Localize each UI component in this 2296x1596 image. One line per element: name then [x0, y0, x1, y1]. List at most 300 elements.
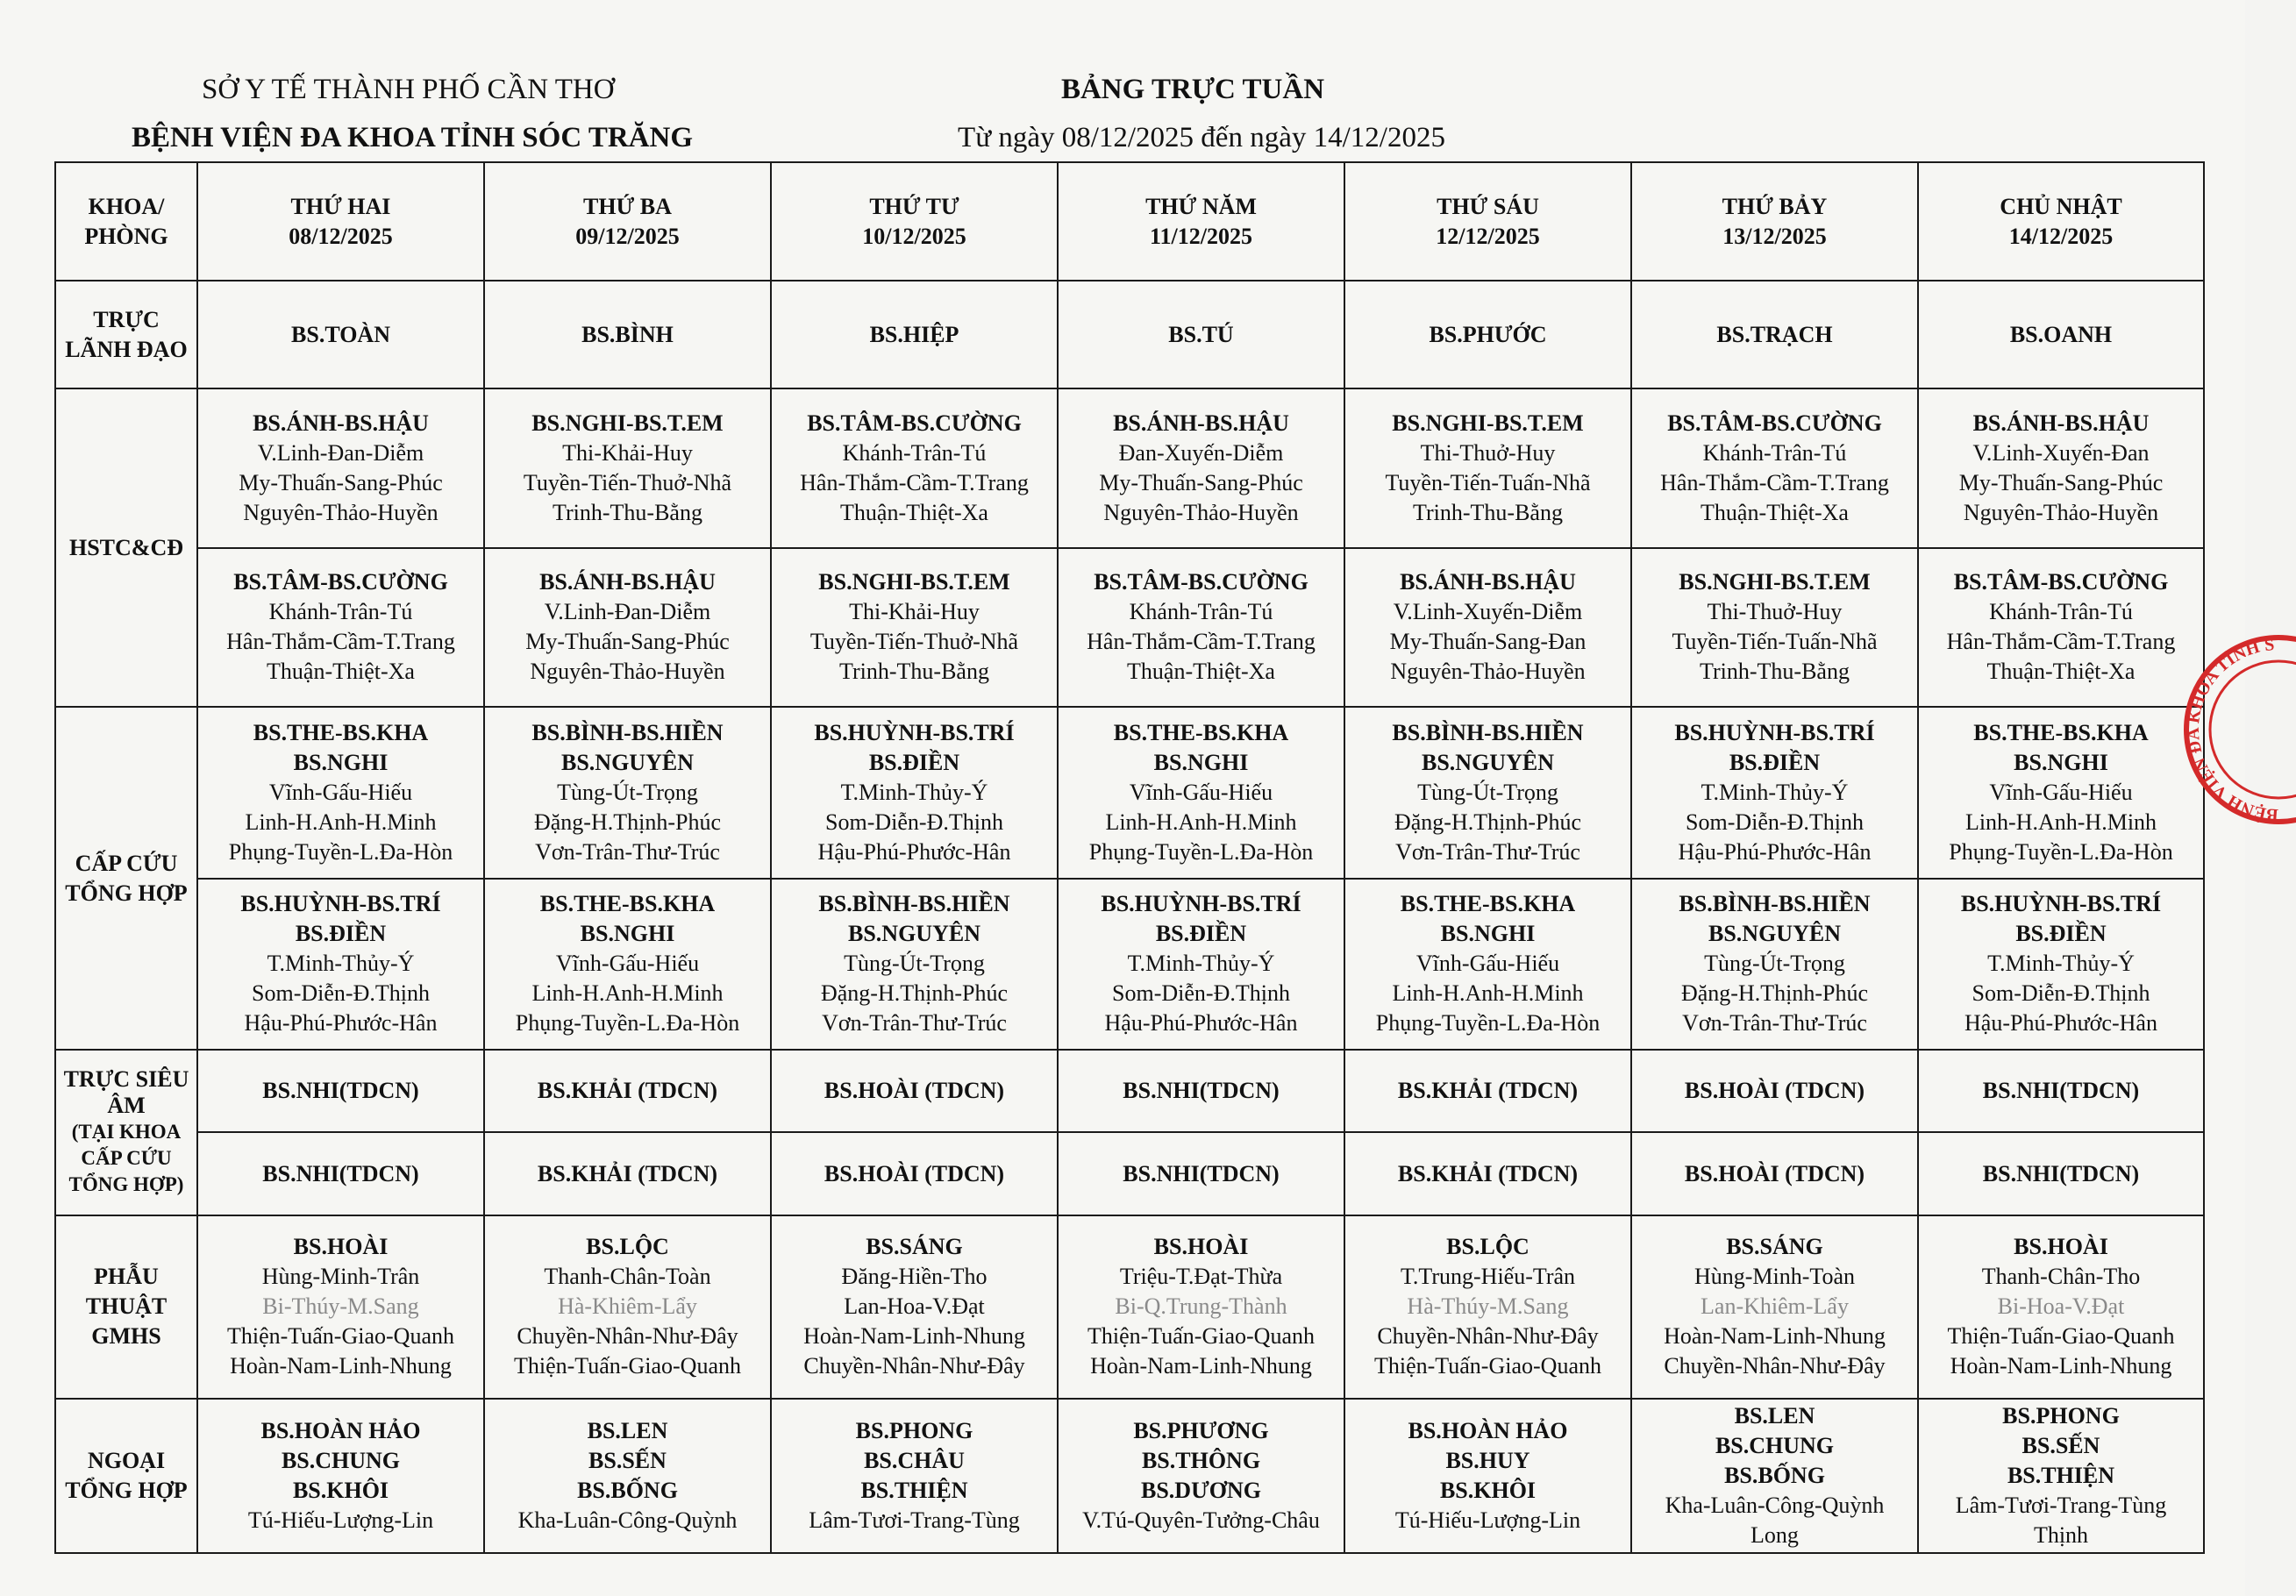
schedule-row	[55, 281, 2204, 388]
duty-line: BS.NGHI	[1153, 749, 1249, 775]
day-name: THỨ SÁU	[1437, 193, 1539, 219]
corner-header	[55, 162, 197, 281]
schedule-row	[55, 1132, 2204, 1215]
duty-line: BS.TÚ	[1168, 321, 1234, 347]
duty-line: Vĩnh-Gấu-Hiếu	[1415, 951, 1560, 977]
duty-cell	[1631, 1132, 1918, 1215]
department-label	[55, 1399, 197, 1553]
duty-line: V.Linh-Đan-Diễm	[257, 439, 424, 466]
department-label-line: PHẪU	[94, 1264, 159, 1290]
duty-line: Trinh-Thu-Bằng	[839, 659, 989, 685]
duty-line: BS.ĐIỀN	[295, 921, 387, 947]
duty-line: Chuyền-Nhân-Như-Đây	[1664, 1353, 1886, 1379]
duty-line: Hân-Thắm-Cầm-T.Trang	[1087, 629, 1316, 655]
duty-line: Phụng-Tuyền-L.Đa-Hòn	[228, 838, 453, 865]
duty-line: BS.ÁNH-BS.HẬU	[1113, 410, 1289, 436]
department-label	[55, 1215, 197, 1399]
duty-cell	[1918, 879, 2204, 1051]
duty-line: BS.KHÔI	[292, 1477, 389, 1503]
duty-line: Lan-Hoa-V.Đạt	[844, 1293, 985, 1320]
day-header	[197, 162, 484, 281]
duty-line: BS.NHI(TDCN)	[1982, 1160, 2140, 1186]
duty-line: Hoàn-Nam-Linh-Nhung	[803, 1323, 1025, 1350]
duty-line: BS.NGHI-BS.T.EM	[818, 569, 1010, 595]
duty-line: Vĩnh-Gấu-Hiếu	[268, 779, 413, 805]
day-date: 12/12/2025	[1436, 223, 1540, 249]
duty-line: BS.NGUYÊN	[1422, 749, 1554, 775]
duty-line: Thuận-Thiệt-Xa	[1986, 659, 2136, 685]
duty-line: BS.HUỲNH-BS.TRÍ	[1101, 891, 1301, 917]
duty-line: Hân-Thắm-Cầm-T.Trang	[1660, 469, 1889, 495]
duty-line: BS.ÁNH-BS.HẬU	[539, 569, 716, 595]
duty-line: BS.HOÀI (TDCN)	[1684, 1160, 1865, 1186]
department-label-line: TRỰC	[93, 306, 160, 332]
duty-cell	[197, 1132, 484, 1215]
duty-line: BS.TÂM-BS.CƯỜNG	[1953, 569, 2169, 595]
duty-line: BS.NGHI-BS.T.EM	[531, 410, 724, 436]
duty-cell	[1918, 281, 2204, 388]
duty-cell	[1918, 388, 2204, 547]
duty-schedule-table	[54, 161, 2205, 1554]
duty-line: Hân-Thắm-Cầm-T.Trang	[226, 629, 455, 655]
duty-line: Hoàn-Nam-Linh-Nhung	[230, 1353, 452, 1379]
department-label-line: THUẬT	[85, 1293, 168, 1320]
duty-line: BS.SẾN	[588, 1447, 667, 1473]
duty-line: BS.THIỆN	[2007, 1462, 2115, 1488]
duty-line: Hậu-Phú-Phước-Hân	[1964, 1010, 2157, 1037]
duty-line: Thiện-Tuấn-Giao-Quanh	[1947, 1323, 2175, 1350]
duty-line: Phụng-Tuyền-L.Đa-Hòn	[1088, 838, 1314, 865]
duty-line: BS.HOÀI	[1153, 1234, 1249, 1260]
duty-line: BS.THÔNG	[1141, 1447, 1261, 1473]
duty-line: Tùng-Út-Trọng	[844, 951, 985, 977]
duty-line: Linh-H.Anh-H.Minh	[1105, 809, 1297, 835]
duty-cell	[771, 1215, 1058, 1399]
duty-cell	[1631, 1399, 1918, 1553]
duty-cell	[1058, 388, 1344, 547]
duty-line: BS.BỐNG	[1724, 1462, 1825, 1488]
duty-line: Thiện-Tuấn-Giao-Quanh	[227, 1323, 454, 1350]
duty-line: BS.BÌNH-BS.HIỀN	[531, 719, 724, 745]
duty-line: BS.HUỲNH-BS.TRÍ	[814, 719, 1015, 745]
duty-line: BS.PHƯƠNG	[1133, 1417, 1269, 1443]
duty-line: BS.BÌNH-BS.HIỀN	[818, 891, 1010, 917]
duty-line: T.Minh-Thủy-Ý	[1701, 779, 1849, 805]
duty-line: Hoàn-Nam-Linh-Nhung	[1090, 1353, 1312, 1379]
duty-cell	[484, 388, 771, 547]
duty-cell	[1344, 281, 1631, 388]
duty-line: BS.TRẠCH	[1716, 321, 1833, 347]
duty-line: BS.LỘC	[586, 1234, 669, 1260]
duty-line: BS.SẾN	[2021, 1432, 2100, 1458]
duty-line: Nguyên-Thảo-Huyền	[530, 659, 725, 685]
date-range: Từ ngày 08/12/2025 đến ngày 14/12/2025	[958, 122, 1445, 153]
duty-line: BS.HOÀI	[2014, 1234, 2108, 1260]
duty-line: BS.THE-BS.KHA	[1973, 719, 2149, 745]
department-label-line: TỔNG HỢP	[65, 880, 188, 906]
duty-line: Som-Diễn-Đ.Thịnh	[252, 980, 430, 1007]
duty-line: V.Linh-Đan-Diễm	[544, 599, 711, 625]
department-label-line: GMHS	[91, 1323, 161, 1350]
duty-line: BS.KHẢI (TDCN)	[537, 1078, 718, 1104]
duty-cell	[197, 1050, 484, 1132]
duty-line: BS.CHUNG	[1715, 1432, 1835, 1458]
duty-line: BS.THE-BS.KHA	[1400, 891, 1576, 917]
duty-line: BS.DƯƠNG	[1141, 1477, 1261, 1503]
duty-cell	[197, 548, 484, 707]
duty-line: Thiện-Tuấn-Giao-Quanh	[1087, 1323, 1315, 1350]
duty-cell	[771, 388, 1058, 547]
duty-cell	[771, 1050, 1058, 1132]
department-label-line: CẤP CỨU	[81, 1147, 172, 1170]
duty-line: BS.CHÂU	[864, 1447, 965, 1473]
day-header	[1058, 162, 1344, 281]
duty-line: BS.KHẢI (TDCN)	[537, 1160, 718, 1186]
duty-line: BS.HOÀI (TDCN)	[1684, 1078, 1865, 1104]
department-label-line: TRỰC SIÊU	[63, 1066, 189, 1093]
duty-line: Chuyền-Nhân-Như-Đây	[517, 1323, 738, 1350]
duty-cell	[771, 1399, 1058, 1553]
duty-line: Khánh-Trân-Tú	[1702, 439, 1847, 466]
duty-line: Trinh-Thu-Bằng	[1700, 659, 1850, 685]
duty-cell	[484, 707, 771, 879]
duty-cell	[484, 1132, 771, 1215]
duty-line: BS.THIỆN	[860, 1477, 968, 1503]
duty-line: BS.NGUYÊN	[561, 749, 694, 775]
duty-line: BS.HOÀI	[293, 1234, 389, 1260]
duty-line: Nguyên-Thảo-Huyền	[1390, 659, 1586, 685]
duty-line: Hà-Thúy-M.Sang	[1407, 1293, 1569, 1320]
duty-cell	[771, 707, 1058, 879]
duty-line: Vĩnh-Gấu-Hiếu	[555, 951, 700, 977]
duty-line: Trinh-Thu-Bằng	[553, 499, 702, 525]
duty-line: BS.HOÀI (TDCN)	[824, 1160, 1005, 1186]
duty-line: BS.HOÀI (TDCN)	[824, 1078, 1005, 1104]
duty-cell	[484, 548, 771, 707]
day-date: 10/12/2025	[862, 223, 966, 249]
duty-cell	[771, 548, 1058, 707]
duty-line: BS.KHẢI (TDCN)	[1397, 1160, 1579, 1186]
duty-cell	[197, 707, 484, 879]
duty-line: Vĩnh-Gấu-Hiếu	[1989, 779, 2133, 805]
duty-line: Thiện-Tuấn-Giao-Quanh	[1374, 1353, 1601, 1379]
duty-line: Tuyền-Tiến-Tuấn-Nhã	[1672, 629, 1878, 655]
duty-cell	[771, 879, 1058, 1051]
duty-line: BS.ÁNH-BS.HẬU	[253, 410, 429, 436]
duty-cell	[197, 281, 484, 388]
duty-line: Nguyên-Thảo-Huyền	[243, 499, 439, 525]
day-date: 08/12/2025	[289, 223, 393, 249]
duty-line: Hân-Thắm-Cầm-T.Trang	[1946, 629, 2176, 655]
day-date: 14/12/2025	[2008, 223, 2114, 249]
schedule-row	[55, 548, 2204, 707]
day-date: 09/12/2025	[575, 223, 680, 249]
duty-cell	[1344, 1132, 1631, 1215]
duty-line: BS.TÂM-BS.CƯỜNG	[233, 569, 448, 595]
duty-line: Som-Diễn-Đ.Thịnh	[1686, 809, 1864, 835]
duty-cell	[1058, 1399, 1344, 1553]
duty-line: BS.NHI(TDCN)	[262, 1160, 419, 1186]
department-label-line: TỔNG HỢP)	[68, 1173, 184, 1196]
duty-line: Tuyền-Tiến-Tuấn-Nhã	[1385, 469, 1591, 495]
duty-line: BS.SÁNG	[1726, 1234, 1823, 1260]
duty-line: Chuyền-Nhân-Như-Đây	[1377, 1323, 1599, 1350]
duty-line: BS.HUY	[1445, 1447, 1530, 1473]
duty-cell	[1918, 1215, 2204, 1399]
duty-cell	[1058, 548, 1344, 707]
duty-line: My-Thuấn-Sang-Phúc	[239, 469, 443, 495]
duty-line: BS.NGHI-BS.T.EM	[1392, 410, 1584, 436]
duty-line: T.Minh-Thủy-Ý	[1987, 951, 2135, 977]
duty-line: Thuận-Thiệt-Xa	[1701, 499, 1849, 525]
duty-line: T.Minh-Thủy-Ý	[1127, 951, 1275, 977]
duty-line: Kha-Luân-Công-Quỳnh	[1665, 1492, 1885, 1518]
duty-cell	[1631, 879, 1918, 1051]
duty-cell	[1631, 1050, 1918, 1132]
duty-line: BS.THE-BS.KHA	[539, 891, 716, 917]
department-label	[55, 281, 197, 388]
duty-line: BS.NGHI	[2014, 749, 2108, 775]
duty-cell	[1344, 1399, 1631, 1553]
duty-line: BS.NHI(TDCN)	[1982, 1078, 2140, 1104]
duty-line: BS.CHUNG	[281, 1447, 401, 1473]
day-name: THỨ NĂM	[1145, 193, 1257, 219]
corner-header-line: KHOA/	[88, 193, 165, 219]
duty-line: Trinh-Thu-Bằng	[1413, 499, 1563, 525]
duty-line: BS.KHẢI (TDCN)	[1397, 1078, 1579, 1104]
duty-cell	[1058, 1050, 1344, 1132]
duty-line: Linh-H.Anh-H.Minh	[1964, 809, 2157, 835]
department-label-line: CẤP CỨU	[75, 850, 178, 876]
duty-line: BS.HUỲNH-BS.TRÍ	[240, 891, 441, 917]
org-name: BỆNH VIỆN ĐA KHOA TỈNH SÓC TRĂNG	[132, 122, 693, 153]
duty-line: Hậu-Phú-Phước-Hân	[1678, 838, 1872, 865]
duty-line: BS.ĐIỀN	[1729, 749, 1821, 775]
duty-line: BS.TÂM-BS.CƯỜNG	[1094, 569, 1308, 595]
duty-cell	[1344, 707, 1631, 879]
duty-line: Khánh-Trân-Tú	[268, 599, 413, 625]
duty-line: BS.PHONG	[2002, 1402, 2120, 1429]
duty-line: Tú-Hiếu-Lượng-Lin	[1394, 1507, 1581, 1533]
duty-line: BS.HOÀN HẢO	[260, 1417, 421, 1443]
duty-line: BS.OANH	[2009, 321, 2113, 347]
duty-cell	[1631, 548, 1918, 707]
day-name: CHỦ NHẬT	[2000, 193, 2122, 219]
duty-cell	[1918, 707, 2204, 879]
day-header	[1631, 162, 1918, 281]
duty-line: Đan-Xuyến-Diễm	[1118, 439, 1284, 466]
duty-line: Phụng-Tuyền-L.Đa-Hòn	[1949, 838, 2173, 865]
duty-line: Thuận-Thiệt-Xa	[1127, 659, 1275, 685]
duty-line: Hoàn-Nam-Linh-Nhung	[1950, 1353, 2172, 1379]
duty-line: Lan-Khiêm-Lẩy	[1701, 1293, 1849, 1320]
day-name: THỨ BẢY	[1722, 193, 1828, 219]
duty-cell	[484, 1399, 771, 1553]
duty-line: BS.HUỲNH-BS.TRÍ	[1674, 719, 1875, 745]
duty-line: Đăng-Hiền-Tho	[841, 1264, 988, 1290]
duty-line: Khánh-Trân-Tú	[1989, 599, 2133, 625]
duty-line: Tùng-Út-Trọng	[1417, 779, 1558, 805]
duty-line: My-Thuấn-Sang-Phúc	[1099, 469, 1303, 495]
duty-line: BS.ĐIỀN	[1155, 921, 1247, 947]
duty-line: Nguyên-Thảo-Huyền	[1103, 499, 1299, 525]
duty-cell	[1631, 1215, 1918, 1399]
duty-line: BS.TÂM-BS.CƯỜNG	[807, 410, 1022, 436]
duty-cell	[484, 281, 771, 388]
duty-line: Đặng-H.Thịnh-Phúc	[820, 980, 1008, 1007]
duty-cell	[1058, 707, 1344, 879]
duty-line: Hân-Thắm-Cầm-T.Trang	[800, 469, 1029, 495]
schedule-row	[55, 1399, 2204, 1553]
duty-line: Kha-Luân-Công-Quỳnh	[517, 1507, 738, 1533]
duty-line: Thanh-Chân-Tho	[1981, 1264, 2141, 1290]
header-row	[55, 162, 2204, 281]
duty-line: BS.NGHI	[293, 749, 389, 775]
duty-line: BS.ĐIỀN	[868, 749, 960, 775]
day-date: 11/12/2025	[1149, 223, 1252, 249]
duty-line: BS.LEN	[1734, 1402, 1815, 1429]
duty-line: BS.THE-BS.KHA	[253, 719, 429, 745]
duty-line: Tùng-Út-Trọng	[557, 779, 698, 805]
schedule-row	[55, 388, 2204, 547]
duty-cell	[1918, 1132, 2204, 1215]
duty-cell	[1918, 1050, 2204, 1132]
duty-line: Som-Diễn-Đ.Thịnh	[1972, 980, 2150, 1007]
duty-line: BS.KHÔI	[1439, 1477, 1537, 1503]
duty-line: Tú-Hiếu-Lượng-Lin	[247, 1507, 434, 1533]
duty-line: BS.NHI(TDCN)	[1123, 1160, 1280, 1186]
duty-cell	[1344, 548, 1631, 707]
duty-cell	[1058, 1132, 1344, 1215]
schedule-row	[55, 1215, 2204, 1399]
day-date: 13/12/2025	[1722, 223, 1827, 249]
duty-line: Vơn-Trân-Thư-Trúc	[535, 838, 720, 865]
duty-line: BS.PHƯỚC	[1429, 321, 1547, 347]
duty-line: Vơn-Trân-Thư-Trúc	[1682, 1010, 1867, 1037]
day-header	[1344, 162, 1631, 281]
duty-line: Linh-H.Anh-H.Minh	[531, 980, 724, 1007]
duty-line: BS.LỘC	[1446, 1234, 1529, 1260]
duty-line: Som-Diễn-Đ.Thịnh	[1112, 980, 1290, 1007]
duty-line: BS.NGUYÊN	[1708, 921, 1841, 947]
org-top-line: SỞ Y TẾ THÀNH PHỐ CẦN THƠ	[202, 74, 615, 105]
duty-line: Khánh-Trân-Tú	[842, 439, 987, 466]
duty-line: V.Linh-Xuyến-Diễm	[1393, 599, 1583, 625]
duty-line: BS.PHONG	[855, 1417, 973, 1443]
duty-line: Thi-Thuở-Huy	[1420, 439, 1556, 466]
duty-line: Triệu-T.Đạt-Thừa	[1119, 1264, 1283, 1290]
duty-line: Thịnh	[2033, 1521, 2089, 1548]
duty-cell	[771, 281, 1058, 388]
duty-line: Hậu-Phú-Phước-Hân	[1104, 1010, 1298, 1037]
duty-line: My-Thuấn-Sang-Phúc	[525, 629, 730, 655]
duty-cell	[484, 879, 771, 1051]
duty-line: Linh-H.Anh-H.Minh	[1392, 980, 1584, 1007]
duty-line: Thi-Khải-Huy	[849, 599, 980, 625]
duty-line: Vĩnh-Gấu-Hiếu	[1129, 779, 1273, 805]
duty-cell	[197, 879, 484, 1051]
duty-line: Lâm-Tươi-Trang-Tùng	[1955, 1492, 2167, 1518]
duty-line: BS.ÁNH-BS.HẬU	[1400, 569, 1576, 595]
duty-line: BS.HOÀN HẢO	[1408, 1417, 1568, 1443]
duty-cell	[1918, 1399, 2204, 1553]
duty-line: Som-Diễn-Đ.Thịnh	[825, 809, 1003, 835]
duty-line: BS.ĐIỀN	[2015, 921, 2107, 947]
department-label-line: LÃNH ĐẠO	[65, 336, 188, 362]
duty-line: BS.NGHI-BS.T.EM	[1679, 569, 1871, 595]
schedule-title: BẢNG TRỰC TUẦN	[1060, 74, 1325, 105]
duty-cell	[197, 388, 484, 547]
day-name: THỨ BA	[583, 193, 672, 219]
department-label-line: HSTC&CĐ	[68, 534, 183, 560]
duty-line: BS.ÁNH-BS.HẬU	[1972, 410, 2150, 436]
duty-cell	[1631, 281, 1918, 388]
day-header	[771, 162, 1058, 281]
duty-cell	[1058, 1215, 1344, 1399]
department-label-line: ÂM	[107, 1093, 146, 1119]
duty-line: V.Linh-Xuyến-Đan	[1972, 439, 2150, 466]
duty-line: BS.BỐNG	[577, 1477, 678, 1503]
duty-line: Tuyền-Tiến-Thuở-Nhã	[809, 629, 1019, 655]
duty-line: Hà-Khiêm-Lẩy	[558, 1293, 697, 1320]
duty-line: Phụng-Tuyền-L.Đa-Hòn	[515, 1010, 740, 1037]
duty-line: Nguyên-Thảo-Huyền	[1963, 499, 2159, 525]
corner-header-line: PHÒNG	[84, 223, 168, 249]
duty-line: BS.NHI(TDCN)	[262, 1078, 419, 1104]
duty-line: Thiện-Tuấn-Giao-Quanh	[514, 1353, 741, 1379]
duty-line: BS.HIỆP	[869, 321, 959, 347]
duty-line: BS.TÂM-BS.CƯỜNG	[1667, 410, 1882, 436]
stamp-text: BỆNH VIỆN ĐA KHOA TỈNH SÓC TRĂNG	[2166, 609, 2279, 825]
duty-line: BS.BÌNH-BS.HIỀN	[1392, 719, 1584, 745]
duty-line: BS.NHI(TDCN)	[1123, 1078, 1280, 1104]
duty-cell	[1344, 879, 1631, 1051]
department-label-line: (TẠI KHOA	[71, 1121, 182, 1144]
day-name: THỨ TƯ	[869, 193, 959, 219]
duty-line: BS.NGHI	[580, 921, 675, 947]
duty-line: Chuyền-Nhân-Như-Đây	[803, 1353, 1025, 1379]
duty-cell	[771, 1132, 1058, 1215]
duty-line: Vơn-Trân-Thư-Trúc	[822, 1010, 1007, 1037]
duty-line: Bi-Q.Trung-Thành	[1115, 1293, 1287, 1320]
day-header	[1918, 162, 2204, 281]
schedule-row	[55, 707, 2204, 879]
duty-line: BS.NGUYÊN	[848, 921, 980, 947]
duty-line: Lâm-Tươi-Trang-Tùng	[809, 1507, 1020, 1533]
duty-line: BS.TOÀN	[291, 321, 390, 347]
duty-line: T.Minh-Thủy-Ý	[267, 951, 415, 977]
duty-line: Tùng-Út-Trọng	[1704, 951, 1845, 977]
duty-line: Đặng-H.Thịnh-Phúc	[1680, 980, 1868, 1007]
schedule-row	[55, 879, 2204, 1051]
duty-cell	[1344, 388, 1631, 547]
duty-line: Hoàn-Nam-Linh-Nhung	[1664, 1323, 1886, 1350]
duty-line: T.Minh-Thủy-Ý	[840, 779, 988, 805]
duty-line: BS.NGHI	[1440, 921, 1536, 947]
department-label	[55, 1050, 197, 1215]
duty-line: Thuận-Thiệt-Xa	[267, 659, 415, 685]
day-header	[484, 162, 771, 281]
duty-cell	[1344, 1050, 1631, 1132]
duty-line: Tuyền-Tiến-Thuở-Nhã	[523, 469, 732, 495]
duty-line: BS.HUỲNH-BS.TRÍ	[1960, 891, 2162, 917]
duty-line: V.Tú-Quyên-Tưởng-Châu	[1082, 1507, 1320, 1533]
duty-line: Phụng-Tuyền-L.Đa-Hòn	[1375, 1010, 1601, 1037]
duty-line: T.Trung-Hiếu-Trân	[1400, 1264, 1576, 1290]
duty-line: BS.THE-BS.KHA	[1113, 719, 1289, 745]
duty-line: Long	[1751, 1521, 1799, 1548]
duty-line: My-Thuấn-Sang-Phúc	[1958, 469, 2164, 495]
